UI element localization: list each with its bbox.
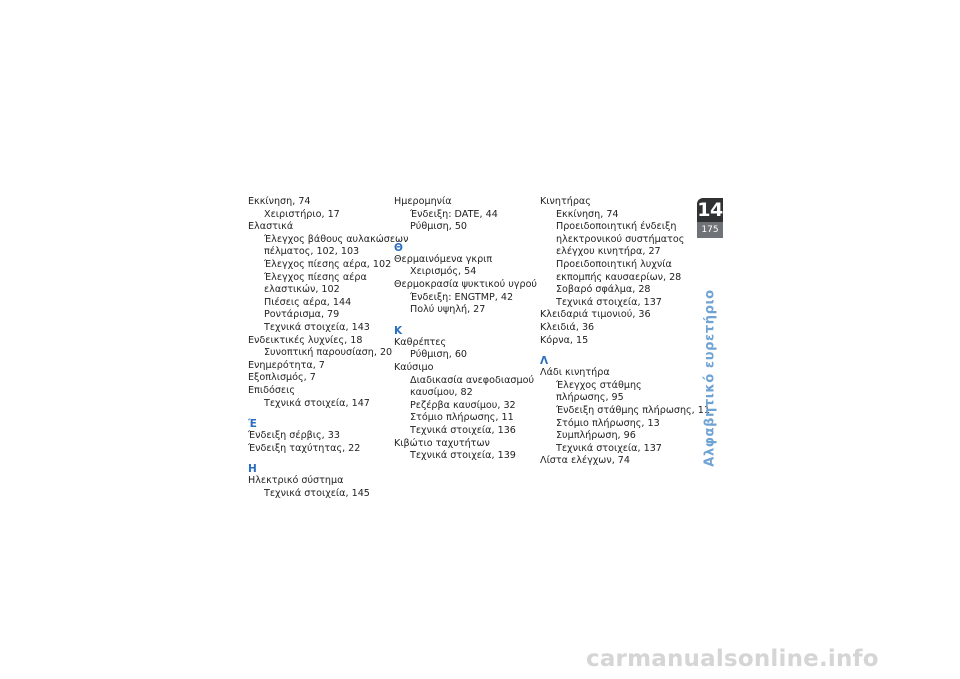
chapter-number: 14 [697,199,723,221]
index-column-3 [540,196,710,468]
index-subentry: Πολύ υψηλή, 27 [410,304,486,316]
index-subentry: πλήρωσης, 95 [556,392,624,404]
chapter-tab [697,198,723,238]
index-subentry: Τεχνικά στοιχεία, 136 [410,424,516,436]
index-subentry: Ρεζέρβα καυσίμου, 32 [410,399,516,411]
index-subentry: Τεχνικά στοιχεία, 137 [556,296,662,308]
index-subentry: πέλματος, 102, 103 [264,246,360,258]
watermark: carmanualsonline.info [586,646,879,672]
index-subentry: Ένδειξη στάθμης πλήρωσης, 11 [556,404,710,416]
index-subentry: Χειρισμός, 54 [410,266,477,278]
index-entry: Κόρνα, 15 [540,334,589,346]
index-subentry: Στόμιο πλήρωσης, 11 [410,412,514,424]
index-subentry: Έλεγχος πίεσης αέρα, 102 [264,258,392,270]
index-entry: Κλειδιά, 36 [540,321,595,333]
index-entry: Καύσιμο [394,361,434,373]
index-entry: Εκκίνηση, 74 [248,196,311,207]
index-subentry: Τεχνικά στοιχεία, 145 [264,487,370,499]
index-entry: Ελαστικά [248,221,294,233]
index-entry: Ενημερότητα, 7 [248,359,325,371]
index-entry: Εξοπλισμός, 7 [248,372,316,384]
index-subentry: Έλεγχος στάθμης [556,379,642,391]
index-letter-heading: Λ [540,355,549,368]
index-entry: Ηλεκτρικό σύστημα [248,475,344,487]
index-subentry: ηλεκτρονικού συστήματος [556,233,685,245]
index-entry: Κινητήρας [540,196,591,207]
index-letter-heading: Θ [394,241,403,254]
index-entry: Θερμοκρασία ψυκτικού υγρού [394,278,537,290]
index-subentry: Ρύθμιση, 60 [410,349,468,361]
index-subentry: Τεχνικά στοιχεία, 143 [264,321,370,333]
index-entry: Ένδειξη σέρβις, 33 [248,430,340,442]
index-entry: Ημερομηνία [394,196,452,207]
section-title: Αλφαβητικό ευρετήριο [702,289,718,467]
index-entry: Καθρέπτες [394,336,447,348]
index-subentry: Ένδειξη: ENGTMP, 42 [410,291,514,303]
index-entry: Ένδειξη ταχύτητας, 22 [248,442,361,454]
index-letter-heading: Κ [394,324,403,337]
index-subentry: Διαδικασία ανεφοδιασμού [410,374,535,386]
index-subentry: Προειδοποιητική ένδειξη [556,221,677,233]
index-entry: Λάδι κινητήρα [540,367,610,379]
index-subentry: Έλεγχος βάθους αυλακώσεων [264,233,409,245]
index-subentry: καυσίμου, 82 [410,387,473,399]
index-entry: Κλειδαριά τιμονιού, 36 [540,309,651,321]
index-entry: Ενδεικτικές λυχνίες, 18 [248,334,363,346]
index-subentry: εκπομπής καυσαερίων, 28 [556,271,682,283]
index-entry: Κιβώτιο ταχυτήτων [394,437,490,449]
index-subentry: Σοβαρό σφάλμα, 28 [556,284,651,296]
index-subentry: Συμπλήρωση, 96 [556,430,636,442]
index-column-2 [394,196,537,463]
index-entry: Θερμαινόμενα γκριπ [394,253,493,265]
index-subentry: Τεχνικά στοιχεία, 139 [410,450,516,462]
index-subentry: Χειριστήριο, 17 [264,208,340,220]
index-subentry: Συνοπτική παρουσίαση, 20 [264,347,393,359]
index-subentry: Τεχνικά στοιχεία, 137 [556,442,662,454]
index-subentry: Στόμιο πλήρωσης, 13 [556,417,660,429]
index-subentry: Τεχνικά στοιχεία, 147 [264,397,370,409]
index-subentry: ελαστικών, 102 [264,284,340,296]
index-entry: Λίστα ελέγχων, 74 [540,455,631,467]
index-subentry: Πιέσεις αέρα, 144 [264,296,352,308]
index-subentry: ελέγχου κινητήρα, 27 [556,246,661,258]
index-letter-heading: Η [248,463,257,476]
index-subentry: Προειδοποιητική λυχνία [556,258,672,270]
index-subentry: Ένδειξη: DATE, 44 [410,208,498,220]
page-number: 175 [697,222,723,238]
index-letter-heading: Έ [248,418,257,431]
index-subentry: Έλεγχος πίεσης αέρα [264,271,367,283]
index-entry: Επιδόσεις [248,384,295,396]
index-subentry: Ρύθμιση, 50 [410,221,468,233]
index-subentry: Ροντάρισμα, 79 [264,309,340,321]
index-column-1 [248,196,408,500]
index-subentry: Εκκίνηση, 74 [556,208,619,220]
